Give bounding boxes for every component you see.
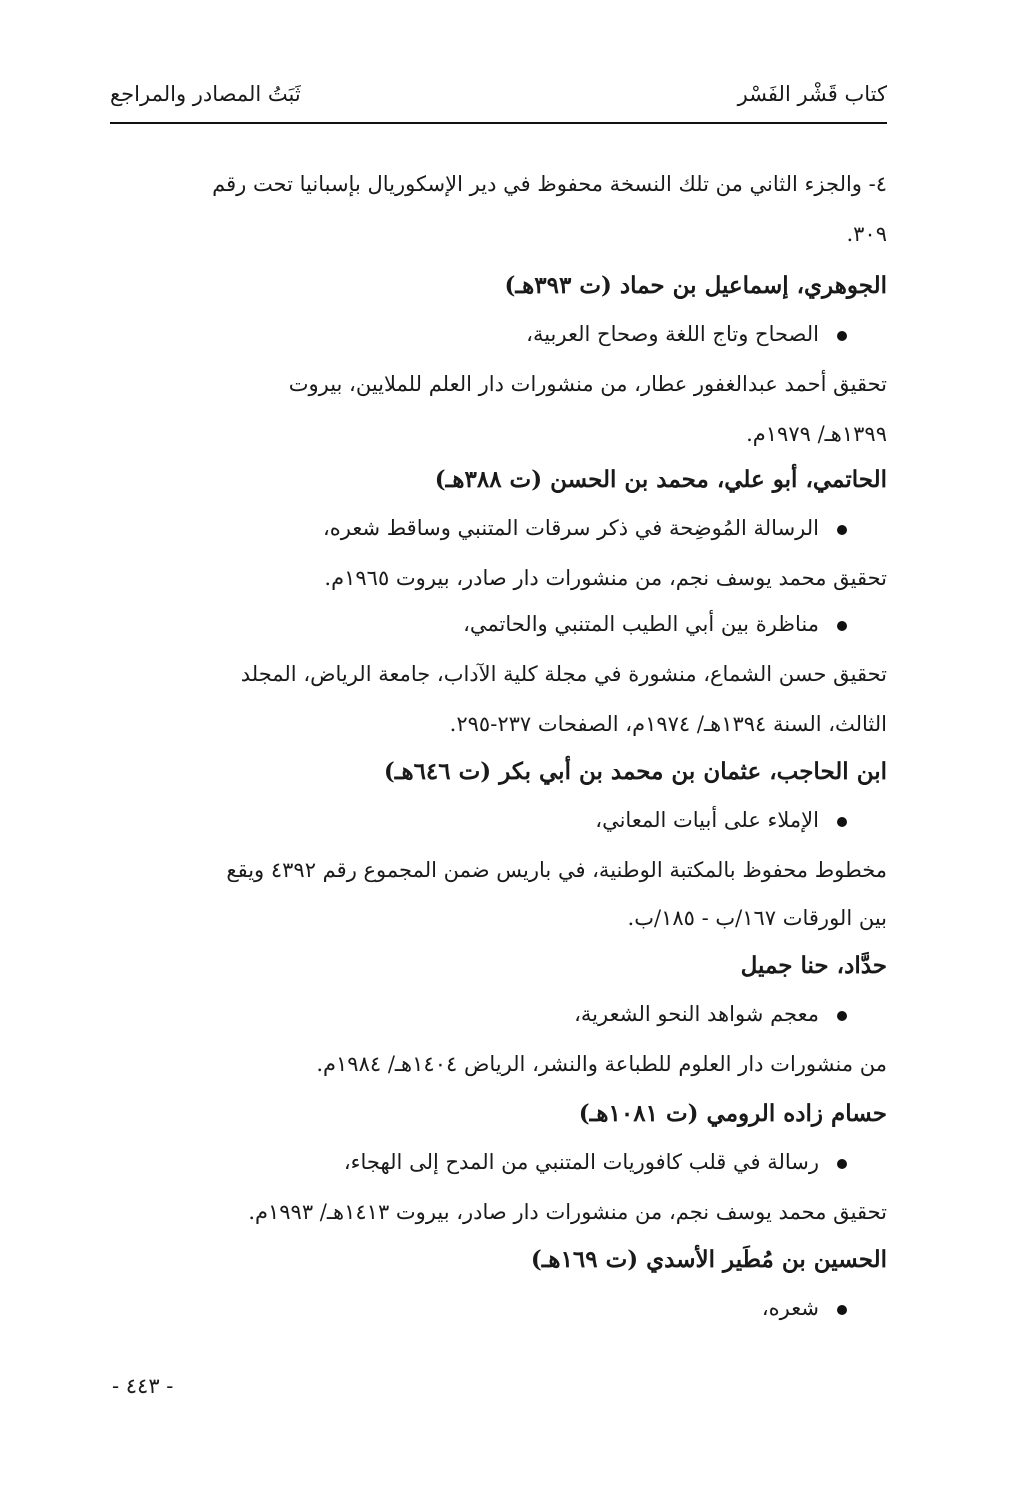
bullet-icon [837, 331, 847, 341]
line-text: تحقيق أحمد عبدالغفور عطار، من منشورات دار العلم للملايين، بيروت [288, 372, 887, 396]
author-heading [110, 466, 887, 493]
text-line [110, 712, 887, 736]
text-line [110, 906, 887, 930]
text-line [110, 372, 887, 396]
line-text: ٣٠٩. [846, 222, 887, 246]
running-header [110, 82, 887, 124]
line-text: الإملاء على أبيات المعاني، [595, 808, 819, 832]
author-heading [110, 952, 887, 979]
author-heading [110, 1246, 887, 1273]
text-line [110, 662, 887, 686]
line-text: ١٣٩٩هـ/ ١٩٧٩م. [746, 422, 887, 446]
line-text: تحقيق محمد يوسف نجم، من منشورات دار صادر، بيروت ١٩٦٥م. [324, 566, 887, 590]
text-line [110, 566, 887, 590]
bullet-icon [837, 1011, 847, 1021]
line-text: الصحاح وتاج اللغة وصحاح العربية، [526, 322, 819, 346]
line-text: الحاتمي، أبو علي، محمد بن الحسن (ت ٣٨٨هـ) [434, 466, 887, 493]
line-text: معجم شواهد النحو الشعرية، [574, 1002, 819, 1026]
author-heading [110, 1100, 887, 1127]
work-title-item [110, 322, 847, 346]
line-text: الرسالة المُوضِحة في ذكر سرقات المتنبي وساقط شعره، [322, 516, 819, 540]
text-line [110, 422, 887, 446]
author-heading [110, 272, 887, 299]
line-text: حدَّاد، حنا جميل [740, 952, 887, 979]
bullet-icon [837, 1159, 847, 1169]
line-text: مناظرة بين أبي الطيب المتنبي والحاتمي، [463, 612, 819, 636]
text-line [110, 172, 887, 196]
line-text: رسالة في قلب كافوريات المتنبي من المدح إلى الهجاء، [343, 1150, 819, 1174]
line-text: بين الورقات ١٦٧/ب - ١٨٥/ب. [627, 906, 887, 930]
line-text: من منشورات دار العلوم للطباعة والنشر، الرياض ١٤٠٤هـ/ ١٩٨٤م. [316, 1052, 887, 1076]
work-title-item [110, 1002, 847, 1026]
book-title: كتاب قَشْر الفَسْر [737, 82, 887, 106]
line-text: تحقيق حسن الشماع، منشورة في مجلة كلية الآداب، جامعة الرياض، المجلد [240, 662, 887, 686]
work-title-item [110, 516, 847, 540]
line-text: حسام زاده الرومي (ت ١٠٨١هـ) [578, 1100, 887, 1127]
work-title-item [110, 1296, 847, 1320]
bullet-icon [837, 525, 847, 535]
page-number: - ٤٤٣ - [112, 1374, 174, 1398]
line-text: الجوهري، إسماعيل بن حماد (ت ٣٩٣هـ) [504, 272, 887, 299]
work-title-item [110, 808, 847, 832]
text-line [110, 222, 887, 246]
line-text: الثالث، السنة ١٣٩٤هـ/ ١٩٧٤م، الصفحات ٢٣٧-٢٩٥. [449, 712, 887, 736]
work-title-item [110, 612, 847, 636]
bullet-icon [837, 1305, 847, 1315]
section-title: ثَبَتُ المصادر والمراجع [110, 82, 301, 106]
text-line [110, 858, 887, 882]
line-text: ٤- والجزء الثاني من تلك النسخة محفوظ في دير الإسكوريال بإسبانيا تحت رقم [212, 172, 887, 196]
author-heading [110, 758, 887, 785]
line-text: الحسين بن مُطَير الأسدي (ت ١٦٩هـ) [530, 1246, 887, 1273]
line-text: شعره، [761, 1296, 819, 1320]
line-text: مخطوط محفوظ بالمكتبة الوطنية، في باريس ضمن المجموع رقم ٤٣٩٢ ويقع [226, 858, 887, 882]
text-line [110, 1200, 887, 1224]
line-text: ابن الحاجب، عثمان بن محمد بن أبي بكر (ت ٦٤٦هـ) [383, 758, 887, 785]
text-line [110, 1052, 887, 1076]
bullet-icon [837, 621, 847, 631]
bullet-icon [837, 817, 847, 827]
work-title-item [110, 1150, 847, 1174]
line-text: تحقيق محمد يوسف نجم، من منشورات دار صادر، بيروت ١٤١٣هـ/ ١٩٩٣م. [248, 1200, 887, 1224]
